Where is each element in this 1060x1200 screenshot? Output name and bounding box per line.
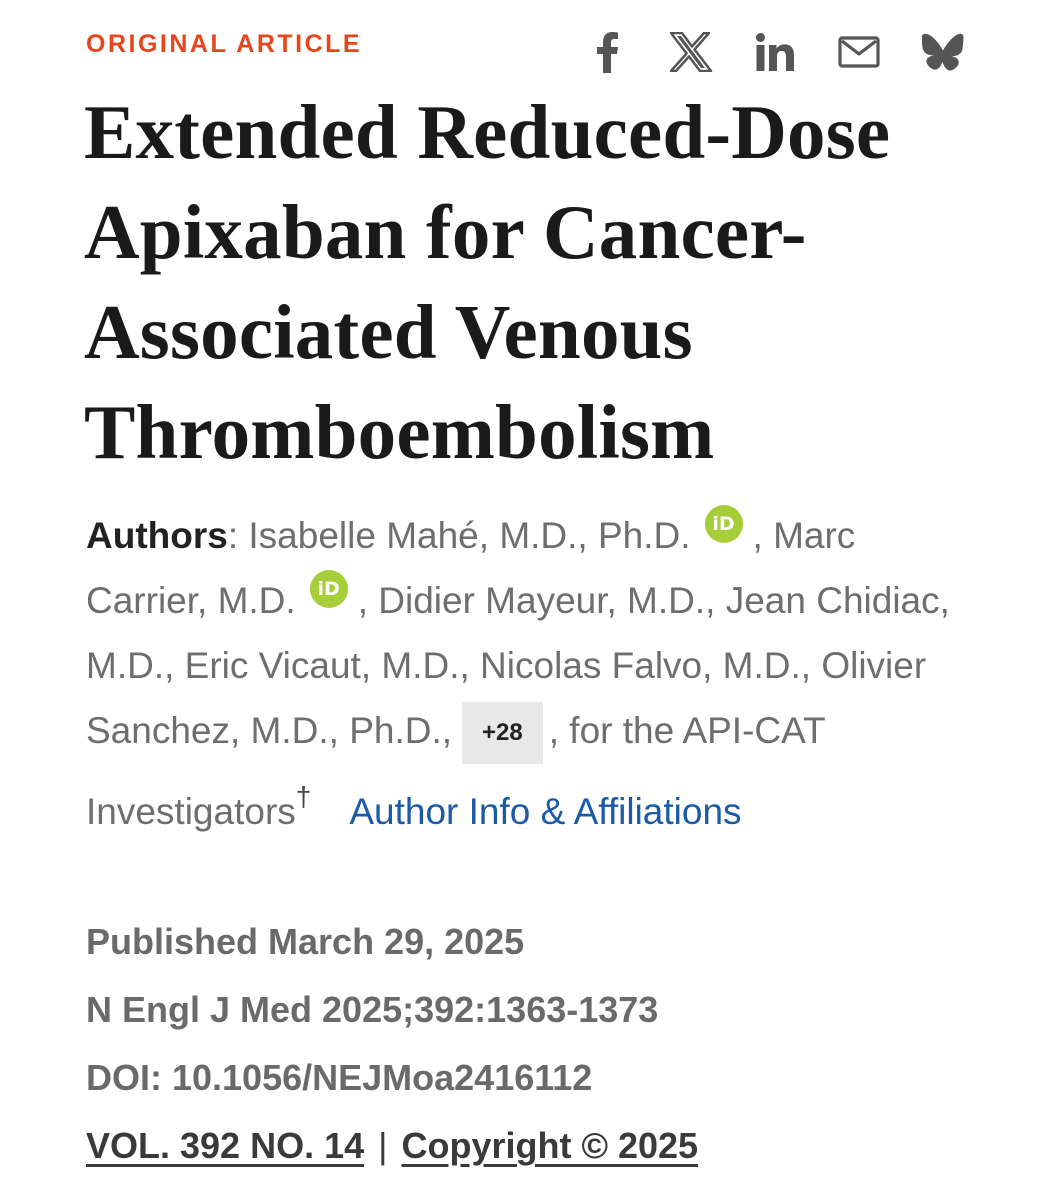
divider: | (378, 1125, 388, 1166)
facebook-icon (594, 31, 620, 73)
author-list (86, 503, 986, 844)
orcid-icon[interactable]: iD (310, 570, 348, 608)
authors-label-separator: : (227, 515, 249, 556)
author-group: , for the API-CAT Investigators (86, 710, 825, 833)
x-icon (669, 32, 713, 72)
volume-copyright-row (86, 1112, 698, 1180)
author-name[interactable]: , Marc Carrier, M.D. (86, 515, 856, 621)
share-linkedin-button[interactable] (753, 30, 797, 74)
publication-meta (86, 908, 698, 1180)
article-title: Extended Reduced-Dose Apixaban for Cancer-Associated Venous Thromboembolism (84, 89, 891, 475)
orcid-icon[interactable]: iD (705, 505, 743, 543)
share-x-button[interactable] (669, 30, 713, 74)
author-names[interactable]: , Didier Mayeur, M.D., Jean Chidiac, M.D., Eric Vicaut, M.D., Nicolas Falvo, M.D., Olivier Sanchez, M.D., Ph.D., (86, 580, 950, 751)
article-category: ORIGINAL ARTICLE (86, 30, 363, 58)
email-icon (838, 36, 880, 68)
more-authors-button[interactable]: +28 (462, 702, 543, 764)
copyright-link[interactable]: Copyright © 2025 (401, 1125, 699, 1166)
share-bar (585, 30, 965, 74)
share-facebook-button[interactable] (585, 30, 629, 74)
linkedin-icon (756, 33, 794, 71)
author-name[interactable]: Isabelle Mahé, M.D., Ph.D. (248, 515, 691, 556)
authors-label: Authors (86, 515, 228, 556)
published-date: Published March 29, 2025 (86, 921, 525, 962)
share-email-button[interactable] (837, 30, 881, 74)
doi: DOI: 10.1056/NEJMoa2416112 (86, 1057, 593, 1098)
bluesky-icon (922, 33, 964, 71)
volume-issue-link[interactable]: VOL. 392 NO. 14 (86, 1125, 365, 1166)
journal-citation: N Engl J Med 2025;392:1363-1373 (86, 989, 659, 1030)
dagger-footnote-mark: † (295, 781, 312, 813)
author-info-affiliations-link[interactable]: Author Info & Affiliations (349, 791, 742, 833)
share-bluesky-button[interactable] (921, 30, 965, 74)
